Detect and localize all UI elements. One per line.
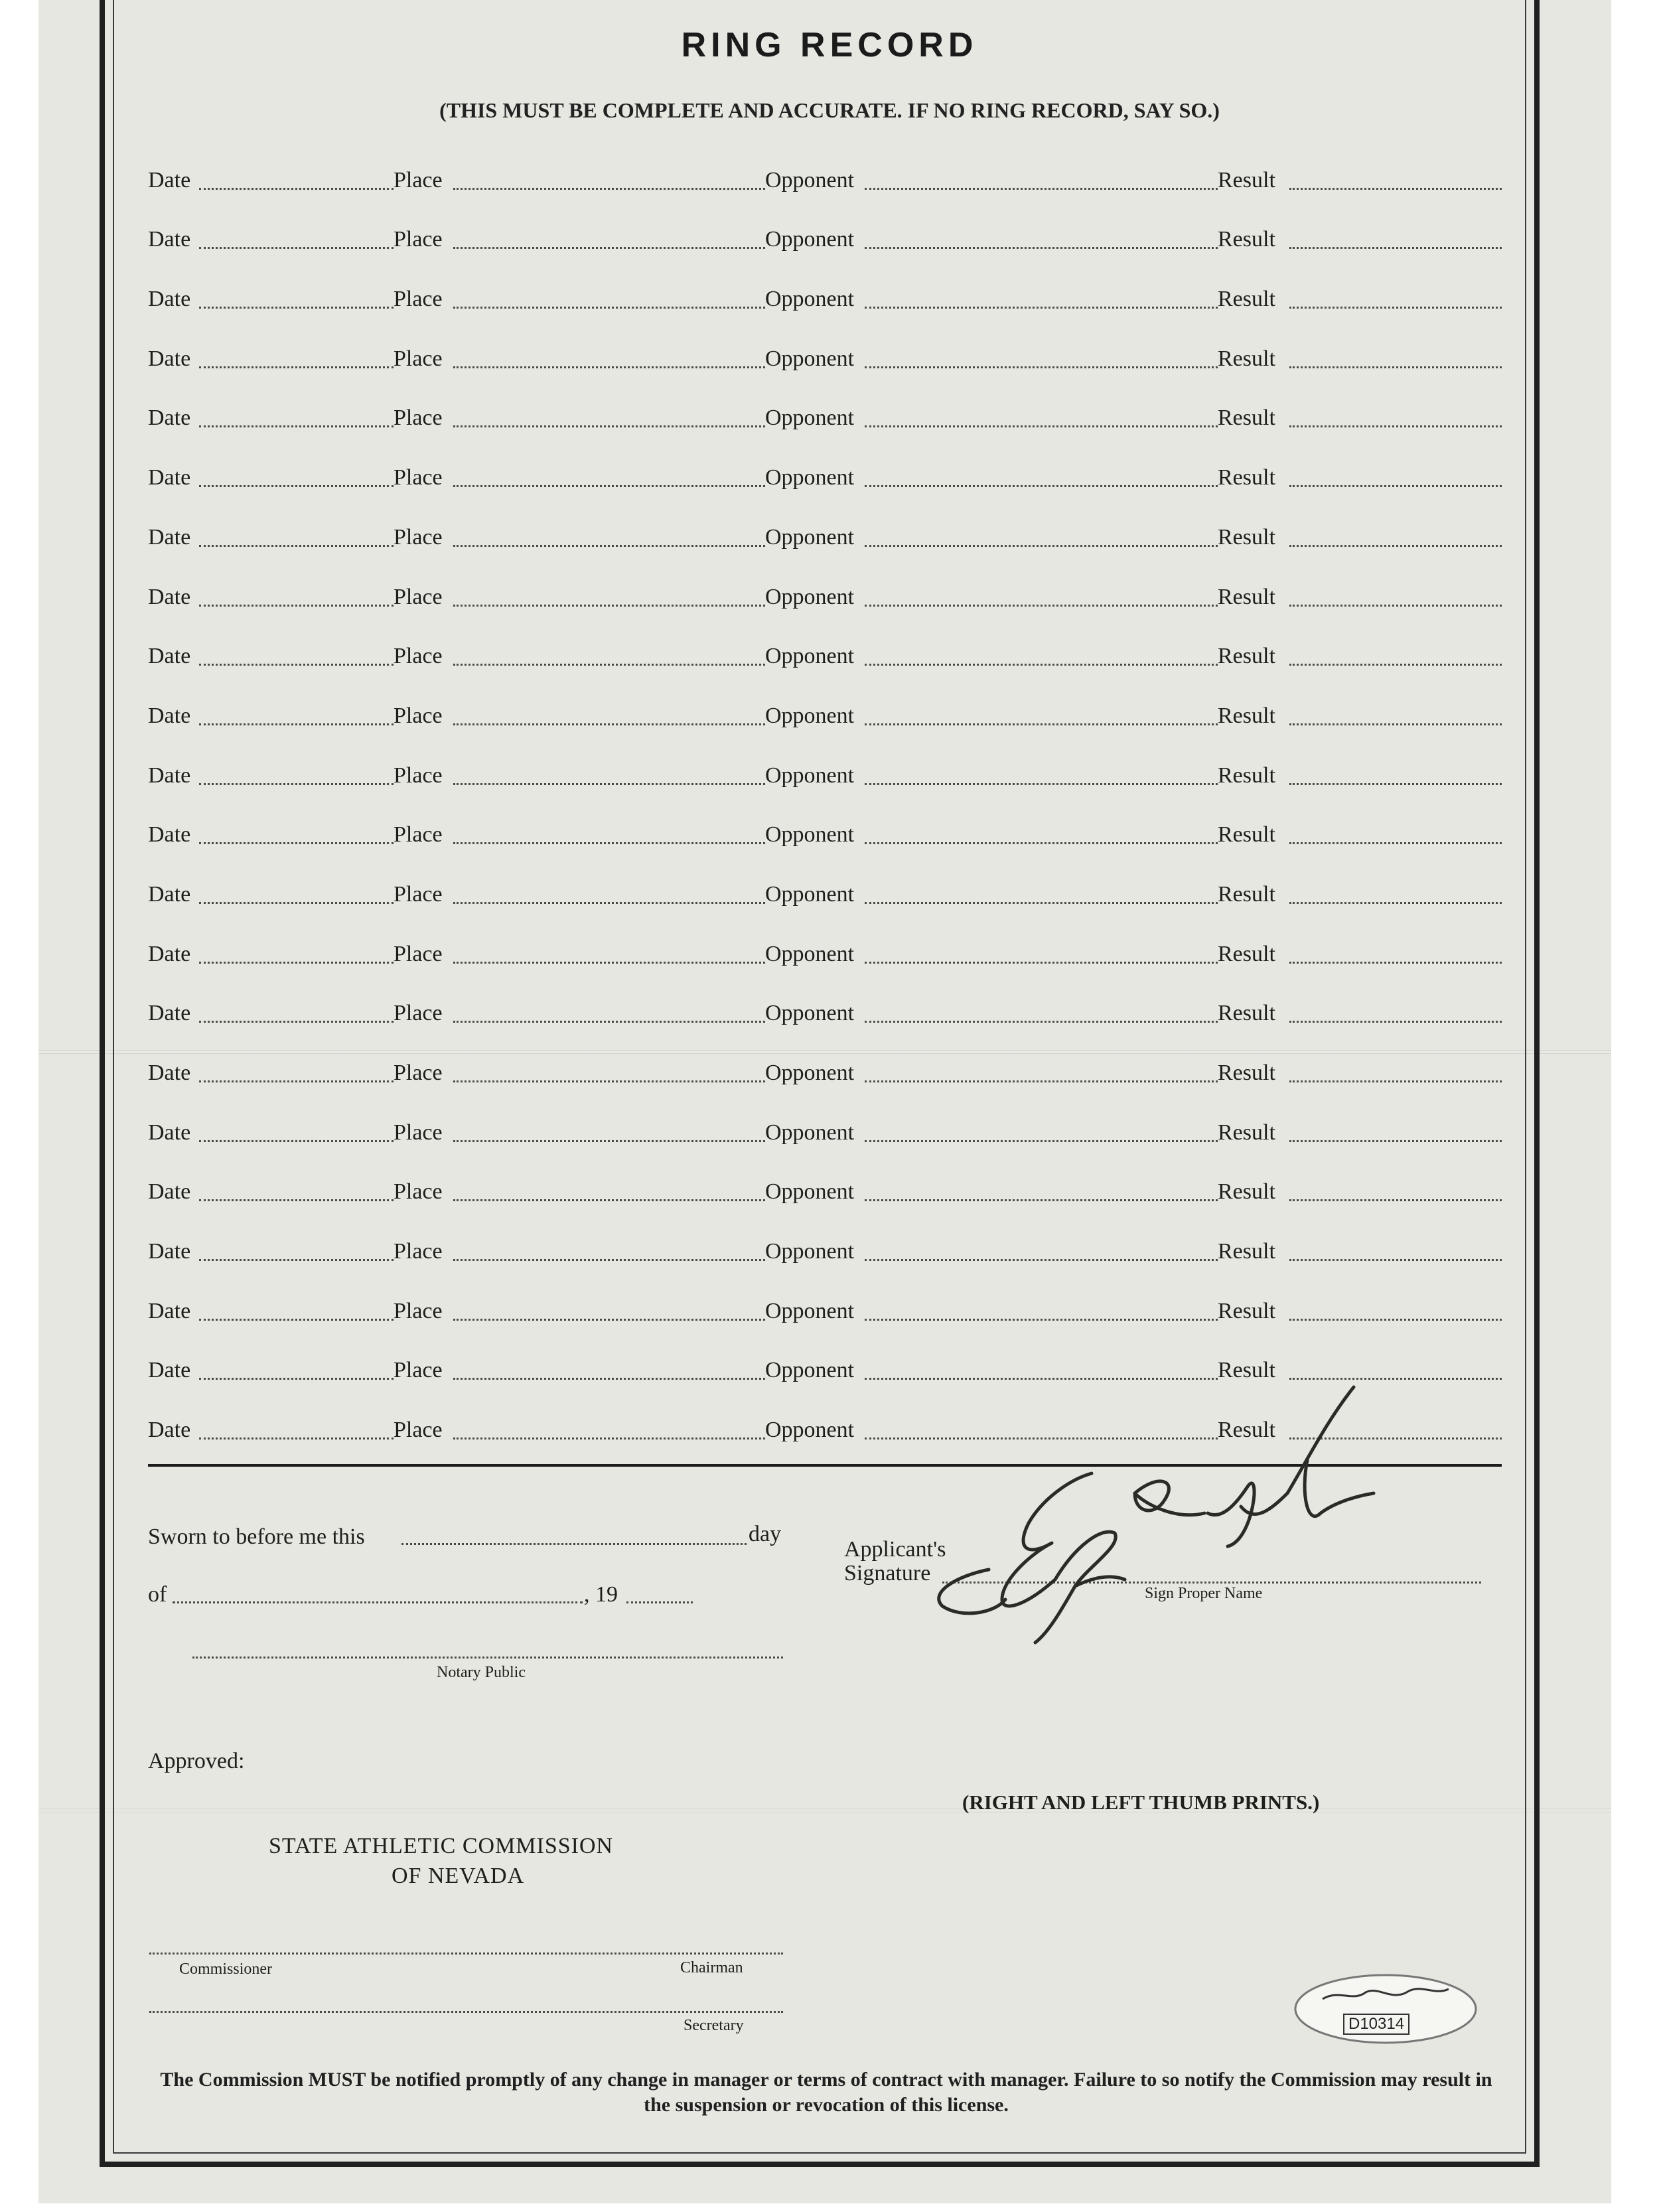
date-label: Date <box>148 941 191 966</box>
result-label: Result <box>1218 584 1275 609</box>
notary-signature-line[interactable] <box>192 1657 783 1659</box>
result-label: Result <box>1218 1418 1275 1443</box>
opponent-field[interactable] <box>865 783 1218 785</box>
opponent-field[interactable] <box>865 1378 1218 1380</box>
opponent-field[interactable] <box>865 307 1218 309</box>
opponent-field[interactable] <box>865 1140 1218 1142</box>
place-field[interactable] <box>453 1378 765 1380</box>
sworn-day-label: day <box>749 1522 782 1546</box>
result-field[interactable] <box>1289 247 1502 249</box>
opponent-label: Opponent <box>765 1001 855 1026</box>
opponent-field[interactable] <box>865 1080 1218 1082</box>
date-field[interactable] <box>199 783 394 785</box>
opponent-label: Opponent <box>765 227 855 252</box>
place-field[interactable] <box>453 1319 765 1321</box>
date-label: Date <box>148 1120 191 1145</box>
result-field[interactable] <box>1289 485 1502 487</box>
commission-name: STATE ATHLETIC COMMISSION <box>269 1834 614 1858</box>
opponent-label: Opponent <box>765 1061 855 1085</box>
place-label: Place <box>394 1239 443 1264</box>
opponent-label: Opponent <box>765 941 855 966</box>
date-field[interactable] <box>199 962 394 964</box>
result-field[interactable] <box>1289 1378 1502 1380</box>
opponent-label: Opponent <box>765 1179 855 1205</box>
opponent-field[interactable] <box>865 605 1218 607</box>
date-label: Date <box>148 822 191 848</box>
result-field[interactable] <box>1289 307 1502 309</box>
result-field[interactable] <box>1289 842 1502 844</box>
result-label: Result <box>1218 644 1275 669</box>
secretary-caption: Secretary <box>684 2017 744 2034</box>
date-label: Date <box>148 406 191 431</box>
date-label: Date <box>148 524 191 550</box>
result-field[interactable] <box>1289 783 1502 785</box>
ring-record-row <box>148 388 1502 447</box>
date-field[interactable] <box>199 1140 394 1142</box>
place-label: Place <box>394 703 443 728</box>
place-label: Place <box>394 524 443 550</box>
place-label: Place <box>394 1061 443 1085</box>
result-label: Result <box>1218 1001 1275 1026</box>
opponent-label: Opponent <box>765 1358 855 1383</box>
opponent-field[interactable] <box>865 1021 1218 1023</box>
result-field[interactable] <box>1289 1140 1502 1142</box>
date-field[interactable] <box>199 425 394 427</box>
result-field[interactable] <box>1289 723 1502 725</box>
place-field[interactable] <box>453 1199 765 1201</box>
authentication-code: D10314 <box>1343 2014 1409 2035</box>
date-label: Date <box>148 763 191 788</box>
ring-record-row <box>148 1102 1502 1161</box>
sworn-month-field[interactable] <box>173 1601 583 1603</box>
sworn-month-label: of <box>148 1582 167 1607</box>
opponent-field[interactable] <box>865 188 1218 190</box>
result-label: Result <box>1218 227 1275 252</box>
place-field[interactable] <box>453 902 765 904</box>
date-label: Date <box>148 584 191 609</box>
ring-record-row <box>148 923 1502 983</box>
place-label: Place <box>394 465 443 490</box>
ring-record-row <box>148 626 1502 686</box>
date-label: Date <box>148 287 191 312</box>
result-field[interactable] <box>1289 1259 1502 1261</box>
date-label: Date <box>148 1418 191 1443</box>
place-label: Place <box>394 346 443 371</box>
opponent-label: Opponent <box>765 1418 855 1443</box>
ring-record-row <box>148 1042 1502 1102</box>
opponent-label: Opponent <box>765 881 855 907</box>
sworn-year-label: , 19 <box>584 1582 618 1607</box>
result-field[interactable] <box>1289 962 1502 964</box>
date-field[interactable] <box>199 307 394 309</box>
place-field[interactable] <box>453 247 765 249</box>
result-label: Result <box>1218 1298 1275 1323</box>
opponent-label: Opponent <box>765 167 855 192</box>
date-field[interactable] <box>199 842 394 844</box>
sworn-day-field[interactable] <box>401 1543 747 1545</box>
applicant-label: Applicant's <box>844 1537 946 1562</box>
place-label: Place <box>394 1418 443 1443</box>
date-label: Date <box>148 346 191 371</box>
opponent-label: Opponent <box>765 644 855 669</box>
date-label: Date <box>148 703 191 728</box>
date-field[interactable] <box>199 366 394 368</box>
date-field[interactable] <box>199 1080 394 1082</box>
result-label: Result <box>1218 287 1275 312</box>
place-label: Place <box>394 941 443 966</box>
place-field[interactable] <box>453 485 765 487</box>
handwritten-signature <box>916 1380 1420 1646</box>
opponent-label: Opponent <box>765 524 855 550</box>
result-field[interactable] <box>1289 545 1502 547</box>
place-label: Place <box>394 227 443 252</box>
result-label: Result <box>1218 703 1275 728</box>
place-label: Place <box>394 822 443 848</box>
opponent-label: Opponent <box>765 1298 855 1323</box>
place-field[interactable] <box>453 1140 765 1142</box>
thumb-prints-label: (RIGHT AND LEFT THUMB PRINTS.) <box>962 1791 1320 1814</box>
ring-record-row <box>148 149 1502 209</box>
date-field[interactable] <box>199 1378 394 1380</box>
opponent-label: Opponent <box>765 584 855 609</box>
place-field[interactable] <box>453 1259 765 1261</box>
place-label: Place <box>394 1001 443 1026</box>
ring-record-row <box>148 268 1502 328</box>
opponent-field[interactable] <box>865 366 1218 368</box>
opponent-field[interactable] <box>865 247 1218 249</box>
place-field[interactable] <box>453 842 765 844</box>
ring-record-row <box>148 685 1502 745</box>
commission-state: OF NEVADA <box>392 1864 525 1888</box>
result-field[interactable] <box>1289 425 1502 427</box>
ring-record-list <box>148 149 1502 1459</box>
date-field[interactable] <box>199 1259 394 1261</box>
place-label: Place <box>394 1298 443 1323</box>
opponent-field[interactable] <box>865 545 1218 547</box>
date-label: Date <box>148 227 191 252</box>
date-field[interactable] <box>199 1319 394 1321</box>
result-label: Result <box>1218 822 1275 848</box>
signature-label: Signature <box>844 1561 931 1585</box>
place-label: Place <box>394 584 443 609</box>
place-field[interactable] <box>453 1080 765 1082</box>
date-field[interactable] <box>199 723 394 725</box>
result-label: Result <box>1218 1239 1275 1264</box>
date-field[interactable] <box>199 485 394 487</box>
sworn-label: Sworn to before me this <box>148 1524 365 1549</box>
place-field[interactable] <box>453 962 765 964</box>
chairman-caption: Chairman <box>680 1959 743 1976</box>
ring-record-row <box>148 983 1502 1043</box>
result-field[interactable] <box>1289 1021 1502 1023</box>
date-field[interactable] <box>199 605 394 607</box>
date-field[interactable] <box>199 247 394 249</box>
result-label: Result <box>1218 1358 1275 1383</box>
place-field[interactable] <box>453 605 765 607</box>
date-label: Date <box>148 1061 191 1085</box>
ring-record-row <box>148 566 1502 626</box>
date-label: Date <box>148 1298 191 1323</box>
opponent-label: Opponent <box>765 763 855 788</box>
notary-caption: Notary Public <box>437 1664 526 1681</box>
place-label: Place <box>394 881 443 907</box>
ring-record-row <box>148 1161 1502 1221</box>
result-field[interactable] <box>1289 1199 1502 1201</box>
commission-notice: The Commission MUST be notified promptly of any change in manager or terms of contract with manager. Failure to so notify the Commission may result in the suspension or revocation of this license. <box>160 2069 1492 2116</box>
commissioner-caption: Commissioner <box>179 1960 273 1978</box>
result-field[interactable] <box>1289 1319 1502 1321</box>
place-label: Place <box>394 406 443 431</box>
date-label: Date <box>148 1239 191 1264</box>
place-field[interactable] <box>453 366 765 368</box>
approved-label: Approved: <box>148 1749 245 1773</box>
place-field[interactable] <box>453 664 765 666</box>
opponent-label: Opponent <box>765 1120 855 1145</box>
result-label: Result <box>1218 1179 1275 1205</box>
place-field[interactable] <box>453 425 765 427</box>
opponent-field[interactable] <box>865 723 1218 725</box>
commissioner-signature-line[interactable] <box>149 1953 783 1954</box>
opponent-label: Opponent <box>765 822 855 848</box>
result-label: Result <box>1218 763 1275 788</box>
opponent-field[interactable] <box>865 1259 1218 1261</box>
result-label: Result <box>1218 465 1275 490</box>
sign-proper-name-caption: Sign Proper Name <box>1145 1585 1263 1602</box>
result-field[interactable] <box>1289 366 1502 368</box>
opponent-field[interactable] <box>865 902 1218 904</box>
ring-record-row <box>148 804 1502 864</box>
opponent-field[interactable] <box>865 1199 1218 1201</box>
opponent-label: Opponent <box>765 1239 855 1264</box>
place-label: Place <box>394 167 443 192</box>
result-label: Result <box>1218 881 1275 907</box>
result-field[interactable] <box>1289 664 1502 666</box>
result-label: Result <box>1218 406 1275 431</box>
ring-record-row <box>148 447 1502 506</box>
place-field[interactable] <box>453 723 765 725</box>
date-label: Date <box>148 644 191 669</box>
place-label: Place <box>394 1179 443 1205</box>
place-label: Place <box>394 763 443 788</box>
opponent-label: Opponent <box>765 406 855 431</box>
result-label: Result <box>1218 167 1275 192</box>
place-field[interactable] <box>453 1021 765 1023</box>
date-field[interactable] <box>199 1438 394 1439</box>
opponent-label: Opponent <box>765 703 855 728</box>
place-label: Place <box>394 1358 443 1383</box>
result-field[interactable] <box>1289 1080 1502 1082</box>
form-instructions: (THIS MUST BE COMPLETE AND ACCURATE. IF NO RING RECORD, SAY SO.) <box>439 98 1220 122</box>
result-label: Result <box>1218 346 1275 371</box>
date-field[interactable] <box>199 545 394 547</box>
date-field[interactable] <box>199 902 394 904</box>
ring-record-row <box>148 1220 1502 1280</box>
date-label: Date <box>148 465 191 490</box>
place-field[interactable] <box>453 188 765 190</box>
ring-record-row <box>148 209 1502 269</box>
ring-record-row <box>148 506 1502 566</box>
result-label: Result <box>1218 1120 1275 1145</box>
opponent-field[interactable] <box>865 1319 1218 1321</box>
ring-record-row <box>148 863 1502 923</box>
result-field[interactable] <box>1289 902 1502 904</box>
date-label: Date <box>148 1179 191 1205</box>
place-field[interactable] <box>453 783 765 785</box>
place-field[interactable] <box>453 1438 765 1439</box>
result-label: Result <box>1218 524 1275 550</box>
date-label: Date <box>148 1358 191 1383</box>
date-field[interactable] <box>199 1199 394 1201</box>
result-label: Result <box>1218 1061 1275 1085</box>
ring-record-row <box>148 745 1502 804</box>
ring-record-row <box>148 1280 1502 1340</box>
opponent-field[interactable] <box>865 485 1218 487</box>
date-field[interactable] <box>199 664 394 666</box>
opponent-field[interactable] <box>865 425 1218 427</box>
place-field[interactable] <box>453 545 765 547</box>
opponent-label: Opponent <box>765 287 855 312</box>
result-field[interactable] <box>1289 188 1502 190</box>
opponent-label: Opponent <box>765 465 855 490</box>
date-label: Date <box>148 167 191 192</box>
ring-record-row <box>148 328 1502 388</box>
place-label: Place <box>394 287 443 312</box>
date-field[interactable] <box>199 188 394 190</box>
form-title: RING RECORD <box>681 26 978 64</box>
date-label: Date <box>148 881 191 907</box>
opponent-field[interactable] <box>865 842 1218 844</box>
secretary-signature-line[interactable] <box>149 2011 783 2013</box>
result-field[interactable] <box>1289 605 1502 607</box>
date-label: Date <box>148 1001 191 1026</box>
place-label: Place <box>394 1120 443 1145</box>
place-field[interactable] <box>453 307 765 309</box>
sworn-year-field[interactable] <box>626 1601 693 1603</box>
opponent-field[interactable] <box>865 962 1218 964</box>
result-label: Result <box>1218 941 1275 966</box>
date-field[interactable] <box>199 1021 394 1023</box>
opponent-field[interactable] <box>865 664 1218 666</box>
opponent-label: Opponent <box>765 346 855 371</box>
place-label: Place <box>394 644 443 669</box>
